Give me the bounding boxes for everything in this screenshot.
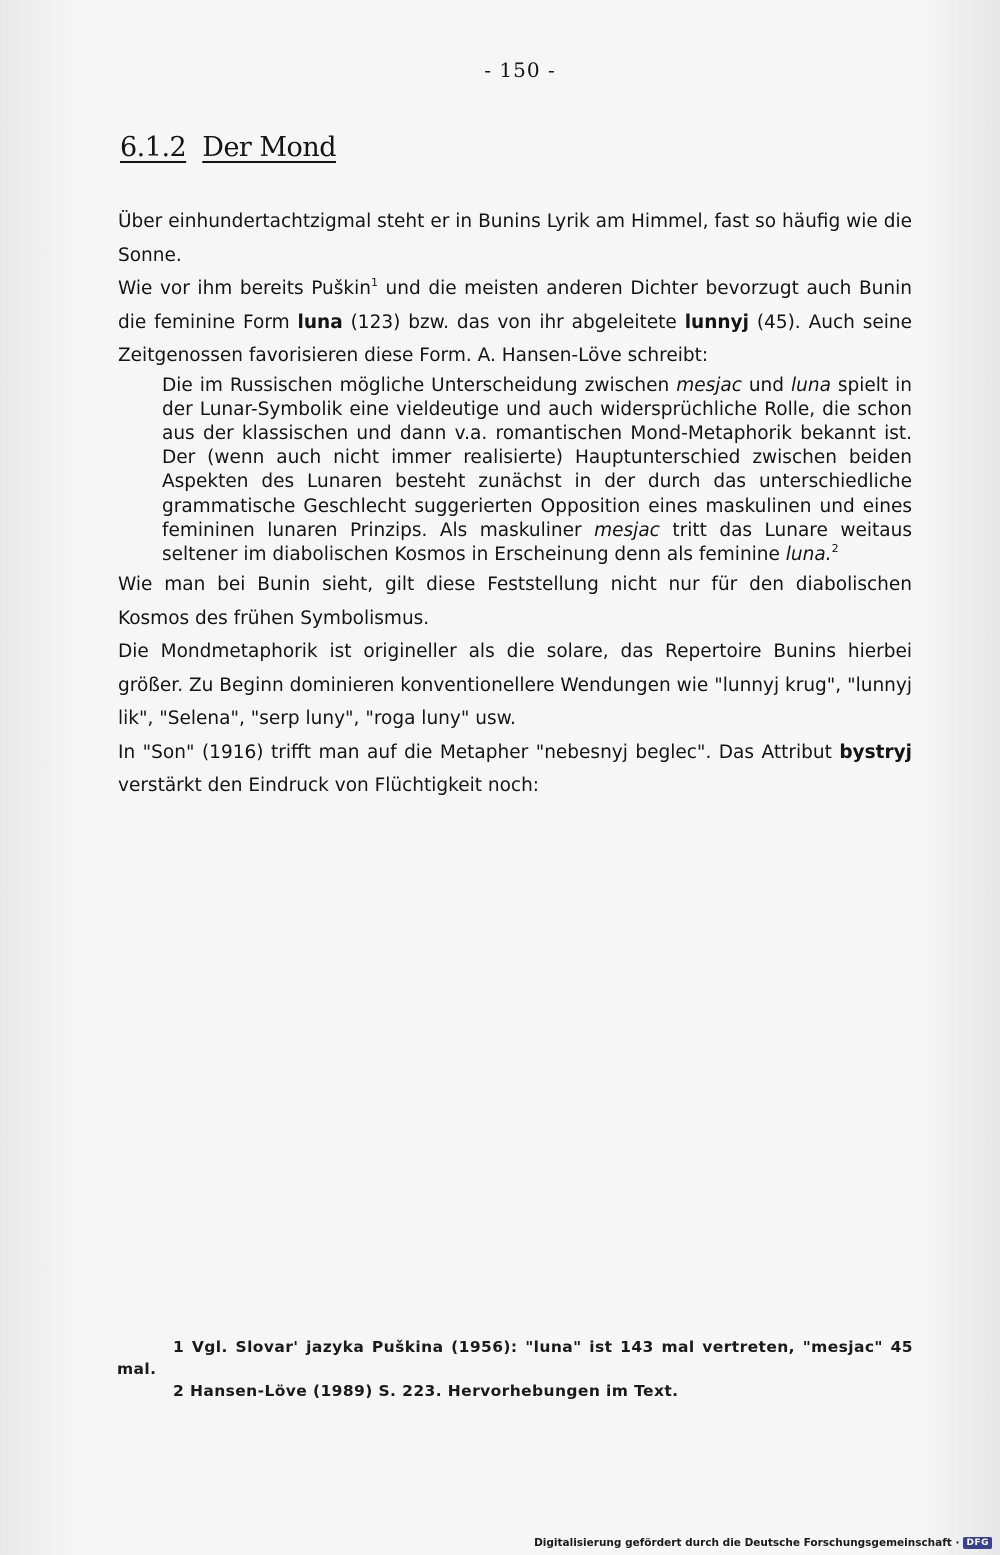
text-span: und die meisten anderen Dichter bevorzugt auch Bunin die feminine Form <box>118 278 912 333</box>
paragraph-1: Über einhundertachtzigmal steht er in Bunins Lyrik am Himmel, fast so häufig wie die Sonne. <box>118 211 912 266</box>
text-span: (45). Auch seine Zeitgenossen favorisieren diese Form. A. Hansen-Löve schreibt: <box>118 311 912 366</box>
paragraph-5 <box>118 736 912 803</box>
section-title: Der Mond <box>202 132 336 163</box>
footnote-ref-2: 2 <box>831 541 839 555</box>
term-luna-italic: luna. <box>785 543 832 565</box>
section-heading <box>120 132 336 163</box>
text-span: und <box>741 374 791 396</box>
footnotes <box>117 1336 913 1402</box>
text-span: verstärkt den Eindruck von Flüchtigkeit noch: <box>118 775 540 797</box>
text-span: In "Son" (1916) trifft man auf die Metapher "nebesnyj beglec". Das Attribut <box>118 741 840 763</box>
paragraph-4: Die Mondmetaphorik ist origineller als die solare, das Repertoire Bunins hierbei größer. Zu Beginn dominieren konventionellere Wendungen wie "lunnyj krug", "lunnyj lik", "Selena", "serp luny", "roga luny" usw. <box>118 641 912 730</box>
text-span: Die im Russischen mögliche Unterscheidung zwischen <box>162 374 677 396</box>
text-span: (123) bzw. das von ihr abgeleitete <box>342 311 685 333</box>
text-span: Wie vor ihm bereits Puškin <box>118 278 371 299</box>
term-luna: luna <box>297 311 343 333</box>
section-number: 6.1.2 <box>120 132 187 163</box>
footnote-ref-1: 1 <box>370 276 378 289</box>
text-span: tritt das Lunare weitaus seltener im diabolischen Kosmos in Erscheinung denn als feminine <box>162 519 912 565</box>
body-text <box>118 205 912 803</box>
term-lunnyj: lunnyj <box>684 311 749 333</box>
dfg-logo-icon: DFG <box>963 1537 992 1549</box>
text-span: spielt in der Lunar-Symbolik eine vieldeutige und auch widersprüchliche Rolle, die schon aus der klassischen und dann v.a. romantischen Mond-Metaphorik bekannt ist. Der (wenn auch nicht immer realisierte) Hauptunterschied zwischen beiden Aspekten des Lunaren besteht zunächst in der durch das unterschiedliche grammatische Geschlecht suggerierten Opposition eines maskulinen und eines femininen lunaren Prinzips. Als maskuliner <box>162 374 912 541</box>
paragraph-3: Wie man bei Bunin sieht, gilt diese Feststellung nicht nur für den diabolischen Kosmos des frühen Symbolismus. <box>118 574 912 629</box>
footnote-2: 2 Hansen-Löve (1989) S. 223. Hervorhebungen im Text. <box>173 1382 679 1400</box>
paragraph-2 <box>118 272 912 373</box>
footer-text: Digitalisierung gefördert durch die Deutsche Forschungsgemeinschaft · <box>534 1537 960 1549</box>
term-bystryj: bystryj <box>839 741 912 763</box>
term-mesjac: mesjac <box>676 374 742 396</box>
digitization-footer <box>534 1537 992 1549</box>
page-number: - 150 - <box>484 58 556 82</box>
block-quote <box>162 374 912 568</box>
quote-text <box>162 374 912 568</box>
term-luna-italic: luna <box>790 374 831 396</box>
footnote-1: 1 Vgl. Slovar' jazyka Puškina (1956): "luna" ist 143 mal vertreten, "mesjac" 45 mal. <box>117 1338 913 1378</box>
term-mesjac: mesjac <box>594 519 660 541</box>
